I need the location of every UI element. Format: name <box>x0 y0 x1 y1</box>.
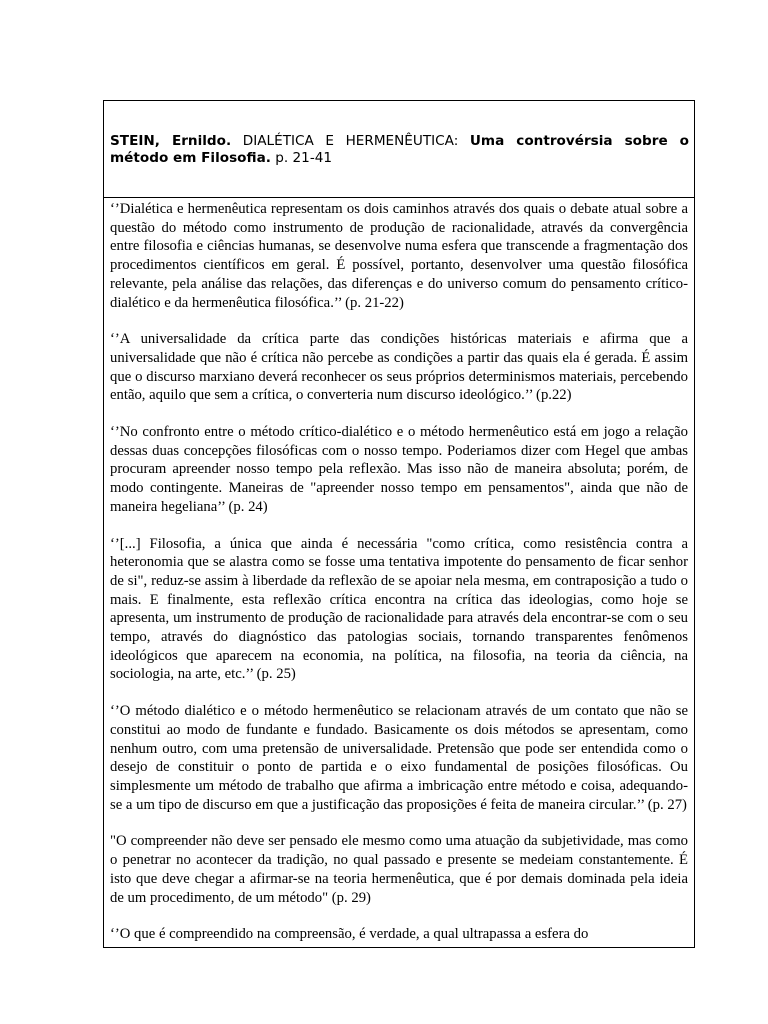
quotes-body <box>104 198 694 944</box>
author-name: STEIN, Ernildo. <box>110 133 232 149</box>
quote-paragraph: ‘’O que é compreendido na compreensão, é verdade, a qual ultrapassa a esfera do <box>110 926 589 943</box>
page-range: p. 21-41 <box>275 150 333 166</box>
quote-paragraph: ‘’O método dialético e o método hermenêutico se relacionam através de um contato que não se constitui ao modo de fundante e fundado. Basicamente os dois métodos se apresentam, como nenhum outro, com uma pretensão de universalidade. Pretensão que pode ser entendida como o desejo de constituir o ponto de partida e o eixo fundamental de posições filosóficas. Ou simplesmente um método de trabalho que afirma a imbricação entre método e coisa, adequando-se a um tipo de discurso em que a justificação das proposições é feita de maneira circular.’’ (p. 27) <box>110 703 688 813</box>
citation-header <box>104 101 694 198</box>
work-subtitle: Uma controvérsia sobre o método em Filosofia. <box>110 133 690 166</box>
quote-paragraph: "O compreender não deve ser pensado ele mesmo como uma atuação da subjetividade, mas como o penetrar no acontecer da tradição, no qual passado e presente se medeiam constantemente. É isto que deve chegar a afirmar-se na teoria hermenêutica, que é por demais dominada pela ideia de um procedimento, de um método" (p. 29) <box>110 833 688 906</box>
document-frame <box>103 100 695 948</box>
quote-paragraph: ‘’[...] Filosofia, a única que ainda é necessária "como crítica, como resistência contra a heteronomia que se alastra como se fosse uma tentativa impotente do pensamento de ficar senhor de si", reduz-se assim à liberdade da reflexão de se apoiar nela mesma, em contraposição a tudo o mais. E finalmente, esta reflexão crítica encontra na crítica das ideologias, como hoje se apresenta, um instrumento de produção de racionalidade para através dela encontrar-se com o seu tempo, através do diagnóstico das patologias sociais, tornando transparentes fenômenos ideológicos que aparecem na economia, na política, na filosofia, na teoria da ciência, na sociologia, na arte, etc.’’ (p. 25) <box>110 535 688 683</box>
quote-paragraph: ‘’A universalidade da crítica parte das condições históricas materiais e afirma que a universalidade que não é crítica não percebe as condições a partir das quais ela é gerada. É assim que o discurso marxiano deverá reconhecer os seus próprios determinismos materiais, percebendo então, aquilo que sem a crítica, o converteria num discurso ideológico.’’ (p.22) <box>110 331 688 404</box>
quote-paragraph: ‘’Dialética e hermenêutica representam os dois caminhos através dos quais o debate atual sobre a questão do método como instrumento de produção de racionalidade, através da convergência entre filosofia e ciências humanas, se desenvolve numa esfera que transcende a fragmentação dos procedimentos científicos em geral. É possível, portanto, desenvolver uma questão filosófica relevante, pela análise das relações, das diferenças e do universo comum do pensamento crítico-dialético e da hermenêutica filosófica.’’ (p. 21-22) <box>110 201 688 311</box>
work-title: DIALÉTICA E HERMENÊUTICA: <box>242 133 459 149</box>
quote-paragraph: ‘’No confronto entre o método crítico-dialético e o método hermenêutico está em jogo a relação dessas duas concepções filosóficas com o nosso tempo. Poderiamos dizer com Hegel que ambas procuram apreender nosso tempo pela reflexão. Mas isso não de maneira absoluta; porém, de modo contingente. Maneiras de "apreender nosso tempo em pensamentos", ainda que não de maneira hegeliana’’ (p. 24) <box>110 424 688 515</box>
